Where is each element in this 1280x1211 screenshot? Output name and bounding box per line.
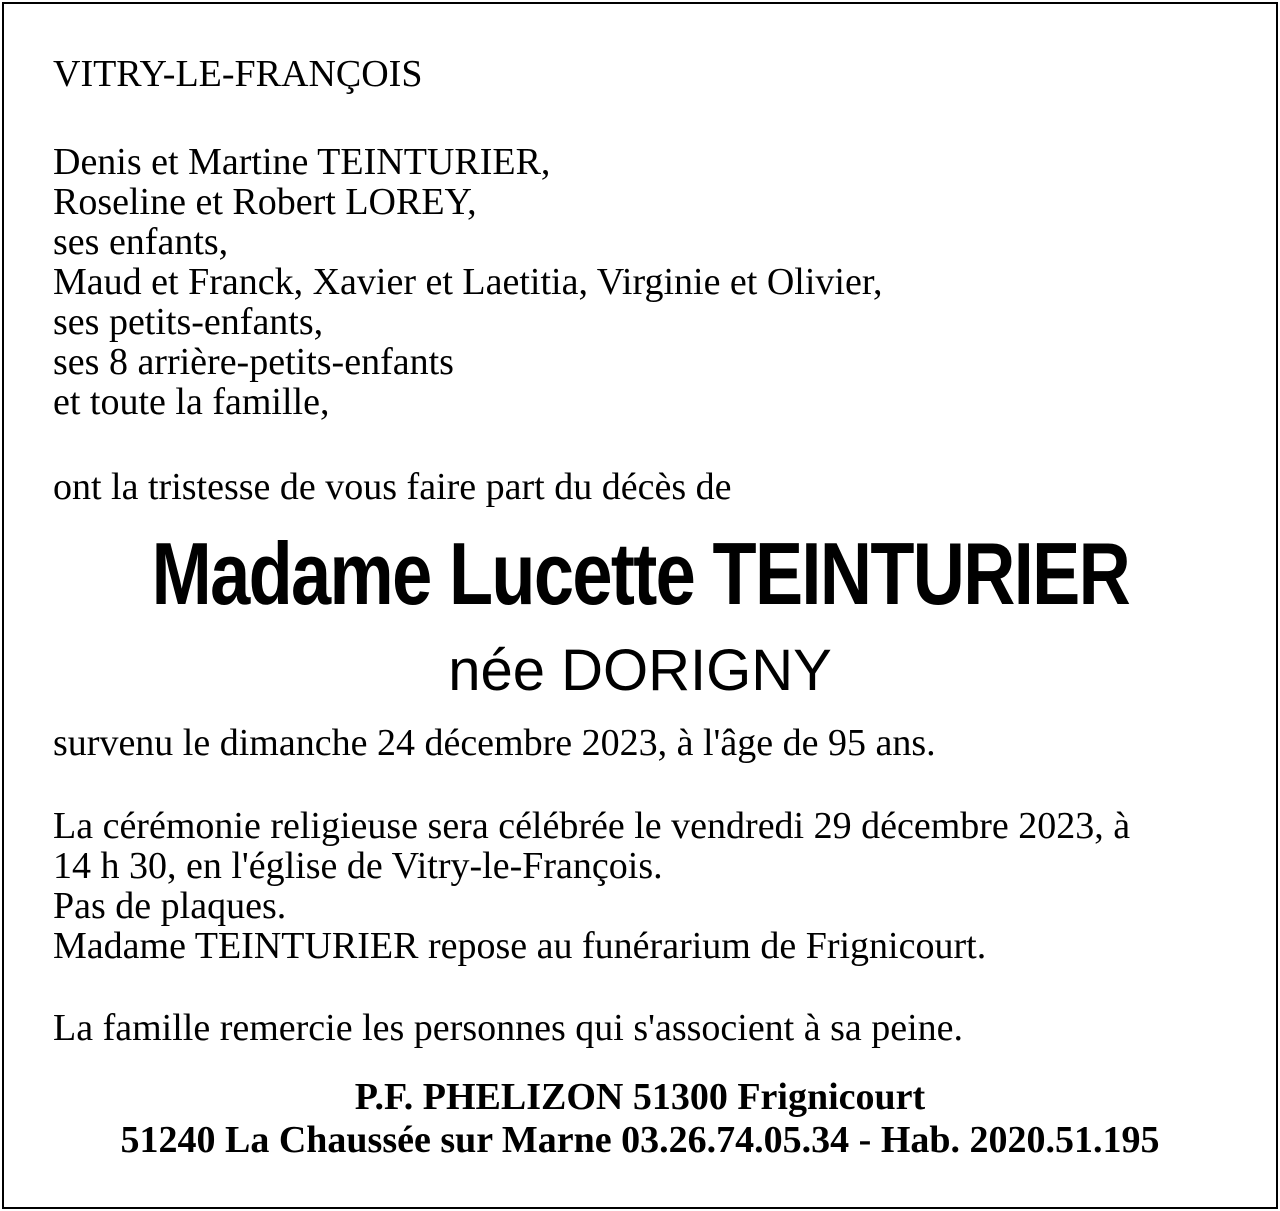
family-line: ses 8 arrière-petits-enfants (53, 341, 454, 383)
funeral-home-address: 51240 La Chaussée sur Marne 03.26.74.05.34 - Hab. 2020.51.195 (120, 1119, 1160, 1161)
family-line: ses enfants, (53, 221, 229, 263)
ceremony-line: La cérémonie religieuse sera célébrée le vendredi 29 décembre 2023, à (53, 805, 1131, 847)
ceremony-line: Pas de plaques. (53, 885, 287, 927)
maiden-name: née DORIGNY (448, 638, 832, 703)
town-name: VITRY-LE-FRANÇOIS (53, 53, 423, 95)
deceased-name: Madame Lucette TEINTURIER (151, 524, 1130, 623)
family-line: et toute la famille, (53, 381, 330, 423)
thanks-text (53, 1008, 1240, 1048)
announcement-text (53, 467, 1240, 507)
family-line: Maud et Franck, Xavier et Laetitia, Virginie et Olivier, (53, 261, 883, 303)
family-line: Denis et Martine TEINTURIER, (53, 141, 551, 183)
family-line: ses petits-enfants, (53, 301, 324, 343)
death-info (53, 723, 1240, 763)
ceremony-line: 14 h 30, en l'église de Vitry-le-François. (53, 845, 663, 887)
thanks-line: La famille remercie les personnes qui s'associent à sa peine. (53, 1007, 964, 1049)
family-line: Roseline et Robert LOREY, (53, 181, 477, 223)
ceremony-info (53, 806, 1240, 966)
funeral-home-name: P.F. PHELIZON 51300 Frignicourt (354, 1076, 926, 1118)
town-heading (53, 54, 1240, 94)
ceremony-line: Madame TEINTURIER repose au funérarium de Frignicourt. (53, 925, 987, 967)
death-info-line: survenu le dimanche 24 décembre 2023, à l'âge de 95 ans. (53, 722, 936, 764)
announcement-line: ont la tristesse de vous faire part du décès de (53, 466, 732, 508)
family-list (53, 142, 1240, 422)
